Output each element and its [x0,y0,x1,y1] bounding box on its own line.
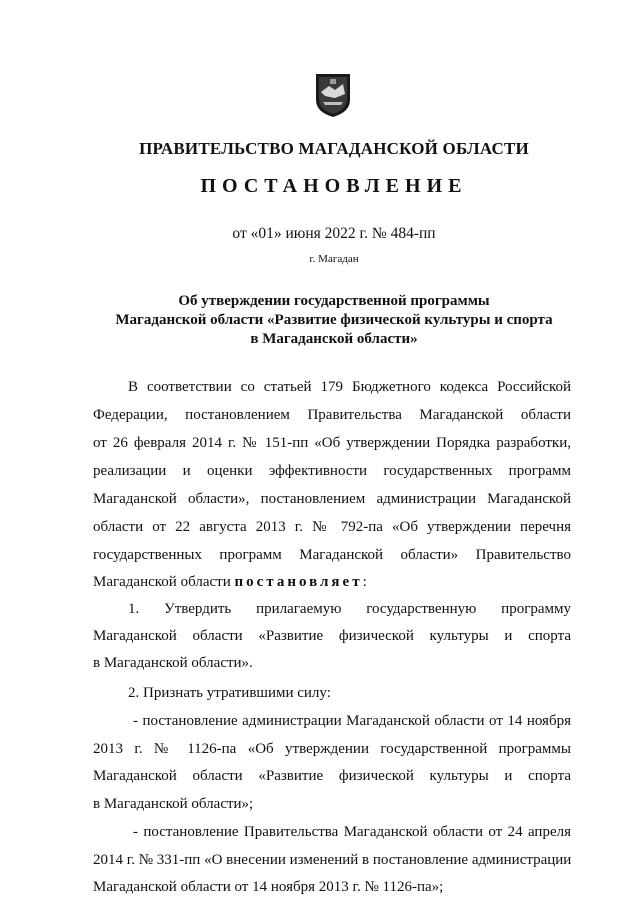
item-line: - постановление администрации Магаданской области от 14 ноября [133,713,571,729]
title-line: Магаданской области «Развитие физической культуры и спорта [115,312,553,328]
resolves-word: постановляет [234,574,363,590]
preamble-line: от 26 февраля 2014 г. № 151-пп «Об утверждении Порядка разработки, [93,435,571,451]
item-line: 2013 г. № 1126-па «Об утверждении государственной программы [93,741,571,757]
preamble-line: государственных программ Магаданской области» Правительство [93,547,571,563]
preamble-last-line [93,572,571,592]
item-heading: 2. Признать утратившими силу: [128,685,331,701]
decree-city: г. Магадан [309,253,359,265]
decree-title [14,292,640,349]
item-line: в Магаданской области»; [93,796,254,812]
item-line: - постановление Правительства Магаданской области от 24 апреля [133,824,571,840]
preamble-line: В соответствии со статьей 179 Бюджетного кодекса Российской [128,379,571,395]
title-line: в Магаданской области» [250,331,418,347]
preamble-line: Федерации, постановлением Правительства Магаданской области [93,407,571,423]
title-line: Об утверждении государственной программы [178,293,490,309]
preamble-line: реализации и оценки эффективности государственных программ [93,463,571,479]
item-line: Магаданской области «Развитие физической культуры и спорта [93,768,571,784]
preamble-line: Магаданской области», постановлением администрации Магаданской [93,491,571,507]
preamble-line: области от 22 августа 2013 г. № 792-па «Об утверждении перечня [93,519,571,535]
document-type: ПОСТАНОВЛЕНИЕ [200,175,468,197]
item-line: 1. Утвердить прилагаемую государственную программу [128,601,571,617]
preamble-text: Магаданской области [93,574,231,590]
government-name: ПРАВИТЕЛЬСТВО МАГАДАНСКОЙ ОБЛАСТИ [139,139,529,158]
resolves-colon: : [362,574,367,590]
item-line: Магаданской области «Развитие физической культуры и спорта [93,628,571,644]
item-line: в Магаданской области». [93,655,253,671]
item-line: 2014 г. № 331-пп «О внесении изменений в постановление администрации [93,852,572,868]
decree-date-number: от «01» июня 2022 г. № 484-пп [232,225,436,242]
item-line: Магаданской области от 14 ноября 2013 г. № 1126-па»; [93,879,444,895]
coat-of-arms-emblem [313,72,353,118]
